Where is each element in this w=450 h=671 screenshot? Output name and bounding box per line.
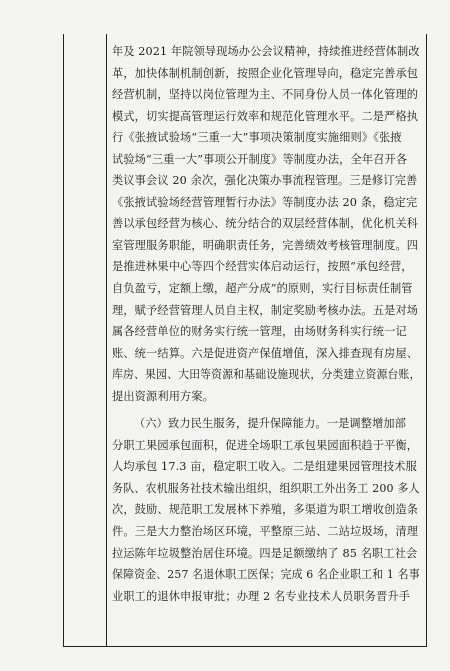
text-line: 账、统一结算。六是促进资产保值增值，深入排查现有房屋、: [112, 346, 419, 360]
text-line: 模式，切实提高管理运行效率和规范化管理水平。二是严格执: [112, 109, 419, 123]
text-line: 行《张掖试验场“三重一大”事项决策制度实施细则》《张掖: [112, 131, 402, 145]
text-line: 次，鼓励、规范职工发展林下养殖，多渠道为职工增收创造条: [112, 503, 419, 517]
text-line: 分职工果园承包面积，促进全场职工承包果园面积趋于平衡，: [112, 438, 419, 452]
paragraph-livelihood: [112, 413, 420, 607]
text-line: 自负盈亏，定额上缴，超产分成”的原则，实行目标责任制管: [112, 282, 413, 296]
text-line: 类议事会议 20 余次，强化决策办事流程管理。三是修订完善: [112, 174, 418, 188]
paragraph-reform: [112, 41, 420, 407]
text-line: 试验场“三重一大”事项公开制度》等制度办法，全年召开各: [112, 152, 408, 166]
text-line: 年及 2021 年院领导现场办公会议精神，持续推进经营体制改: [112, 45, 420, 58]
content-cell: [112, 41, 420, 607]
text-line: 属各经营单位的财务实行统一管理，由场财务科实行统一记: [112, 325, 407, 339]
text-line: 库房、果园、大田等资源和基础设施现状，分类建立资源台账，: [112, 368, 421, 382]
text-line: 革，加快体制机制创新，按照企业化管理导向，稳定完善承包: [112, 66, 419, 80]
text-line: 保障资金、257 名退休职工医保；完成 6 名企业职工和 1 名事: [112, 568, 420, 582]
text-line: 业职工的退休申报审批；办理 2 名专业技术人员职务晋升手: [112, 589, 411, 603]
text-line: 经营机制，坚持以岗位管理为主、不同身份人员一体化管理的: [112, 88, 419, 102]
text-line: 拉运陈年垃圾整治居住环境。四是足额缴纳了 85 名职工社会: [112, 546, 418, 560]
text-line: 善以承包经营为核心、统分结合的双层经营体制，优化机关科: [112, 217, 419, 231]
column-divider: [106, 34, 107, 646]
text-line: 理，赋予经营管理人员自主权，制定奖励考核办法。五是对场: [112, 303, 419, 317]
text-line: 《张掖试验场经营管理暂行办法》等制度办法 20 条，稳定完: [112, 195, 418, 209]
text-line: 是推进林果中心等四个经营实体启动运行，按照“承包经营，: [112, 260, 413, 274]
text-line: 提出资源利用方案。: [112, 389, 215, 403]
text-line: 务队、农机服务社技术输出组织，组织职工外出务工 200 多人: [112, 481, 420, 495]
text-line: 人均承包 17.3 亩，稳定职工收入。二是组建果园管理技术服: [112, 460, 418, 474]
text-line: 室管理服务职能，明确职责任务，完善绩效考核管理制度。四: [112, 238, 419, 252]
text-line: （六）致力民生服务，提升保障能力。一是调整增加部: [134, 417, 407, 431]
text-line: 件。三是大力整治场区环境，平整原三站、二站垃圾场，清理: [112, 525, 419, 539]
